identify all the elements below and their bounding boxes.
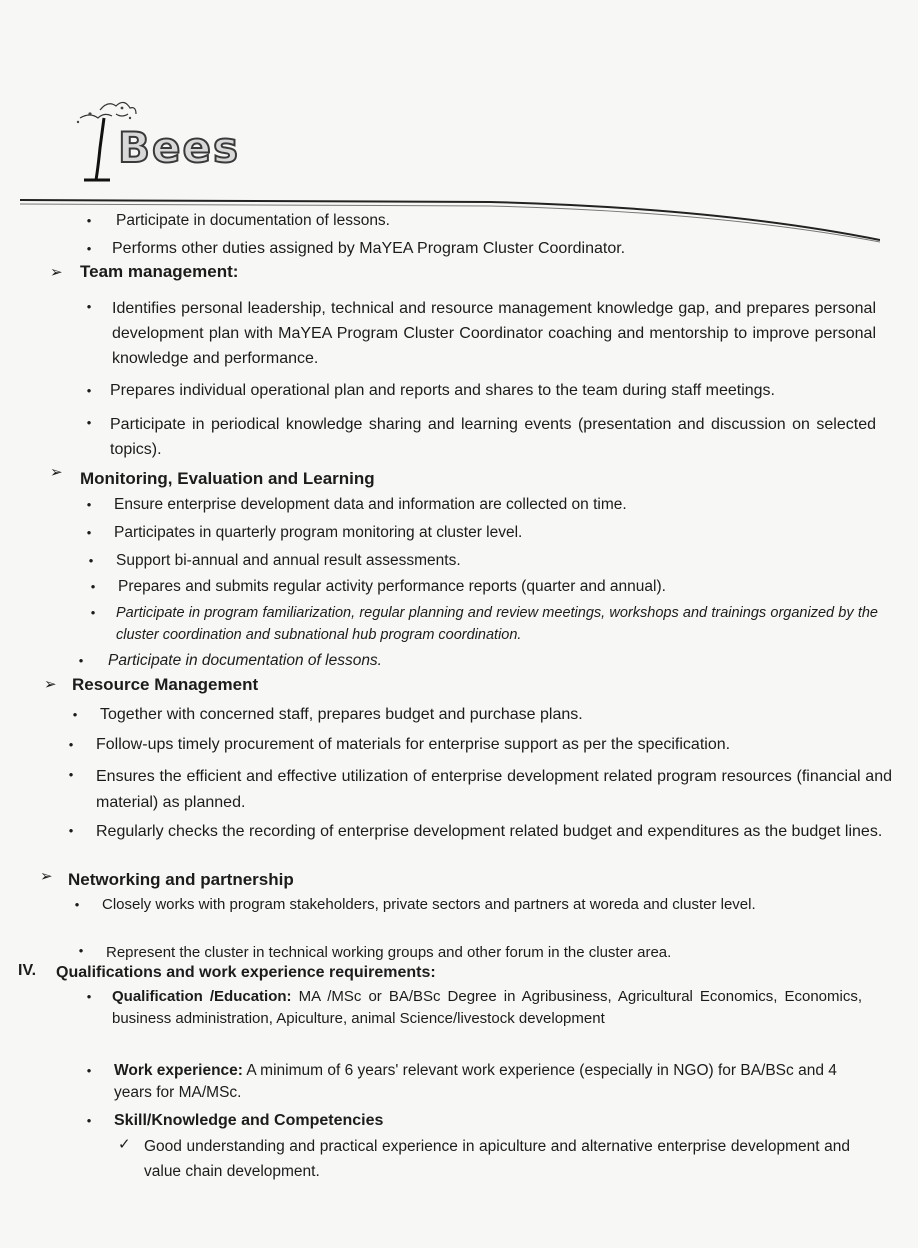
list-item: Represent the cluster in technical working groups and other forum in the cluster area.: [106, 944, 672, 961]
experience-item: [114, 1060, 864, 1104]
bullet: •: [86, 241, 92, 256]
bullet: •: [86, 299, 92, 314]
list-item: Closely works with program stakeholders, private sectors and partners at woreda and cluster level.: [102, 896, 756, 913]
experience-text: A minimum of 6 years' relevant work experience (especially in NGO) for BA/BSc and 4 years for MA/MSc.: [114, 1062, 837, 1101]
list-item: Support bi-annual and annual result assessments.: [116, 552, 461, 569]
bullet: •: [78, 943, 84, 958]
bullet: •: [86, 415, 92, 430]
list-item: Participate in periodical knowledge sharing and learning events (presentation and discussion on selected topics).: [110, 416, 876, 458]
list-item: Identifies personal leadership, technical and resource management knowledge gap, and prepares personal development plan with MaYEA Program Cluster Coordinator coaching and mentorship to improve personal knowledge and performance.: [112, 300, 876, 367]
bullet: •: [86, 1063, 92, 1078]
arrow-bullet-icon: ➢: [44, 676, 57, 693]
check-item: Good understanding and practical experience in apiculture and alternative enterprise development and value chain development.: [144, 1138, 850, 1180]
bullet: •: [86, 383, 92, 398]
section-number: IV.: [18, 962, 37, 979]
bullet: •: [88, 553, 94, 568]
logo-text: Bees: [118, 123, 240, 172]
bullet: •: [86, 213, 92, 228]
section-heading-team-management: Team management:: [80, 262, 239, 281]
section-heading-qualifications: Qualifications and work experience requirements:: [56, 964, 436, 981]
qualification-item: [112, 986, 862, 1030]
section-heading-resource-management: Resource Management: [72, 675, 259, 694]
list-item: Regularly checks the recording of enterprise development related budget and expenditures as the budget lines.: [96, 823, 883, 840]
list-item: Ensure enterprise development data and information are collected on time.: [114, 496, 627, 513]
list-item: Prepares individual operational plan and reports and shares to the team during staff meetings.: [110, 382, 775, 399]
qualification-label: Qualification /Education:: [112, 988, 292, 1005]
list-item: Together with concerned staff, prepares budget and purchase plans.: [100, 706, 583, 723]
list-item: Follow-ups timely procurement of materials for enterprise support as per the specification.: [96, 736, 731, 753]
bullet: •: [90, 605, 96, 620]
list-item: Ensures the efficient and effective utilization of enterprise development related program resources (financial and material) as planned.: [96, 768, 892, 811]
arrow-bullet-icon: ➢: [50, 264, 63, 281]
arrow-bullet-icon: ➢: [50, 464, 63, 481]
bullet: •: [68, 823, 74, 838]
bullet: •: [86, 989, 92, 1004]
section-heading-networking: Networking and partnership: [68, 870, 294, 889]
list-item: Participate in program familiarization, regular planning and review meetings, workshops and trainings organized by the cluster coordination and subnational hub program coordination.: [116, 605, 878, 643]
bullet: •: [90, 579, 96, 594]
list-item: Prepares and submits regular activity performance reports (quarter and annual).: [118, 578, 666, 595]
section-heading-mel: Monitoring, Evaluation and Learning: [80, 469, 375, 488]
list-item: Performs other duties assigned by MaYEA Program Cluster Coordinator.: [112, 240, 626, 257]
experience-label: Work experience:: [114, 1062, 243, 1079]
list-item: Participate in documentation of lessons.: [116, 212, 390, 229]
qualification-text: MA /MSc or BA/BSc Degree in Agribusiness, Agricultural Economics, Economics, business administration, Apiculture, animal Science/livestock development: [112, 988, 862, 1027]
skills-heading: Skill/Knowledge and Competencies: [114, 1112, 384, 1129]
list-item: Participates in quarterly program monitoring at cluster level.: [114, 524, 523, 541]
bullet: •: [86, 497, 92, 512]
bullet: •: [74, 897, 80, 912]
bullet: •: [68, 737, 74, 752]
bullet: •: [68, 767, 74, 782]
bullet: •: [86, 525, 92, 540]
bullet: •: [86, 1113, 92, 1128]
arrow-bullet-icon: ➢: [40, 868, 53, 885]
bullet: •: [78, 653, 84, 668]
list-item: Participate in documentation of lessons.: [108, 652, 382, 669]
bullet: •: [72, 707, 78, 722]
check-icon: ✓: [118, 1136, 131, 1153]
